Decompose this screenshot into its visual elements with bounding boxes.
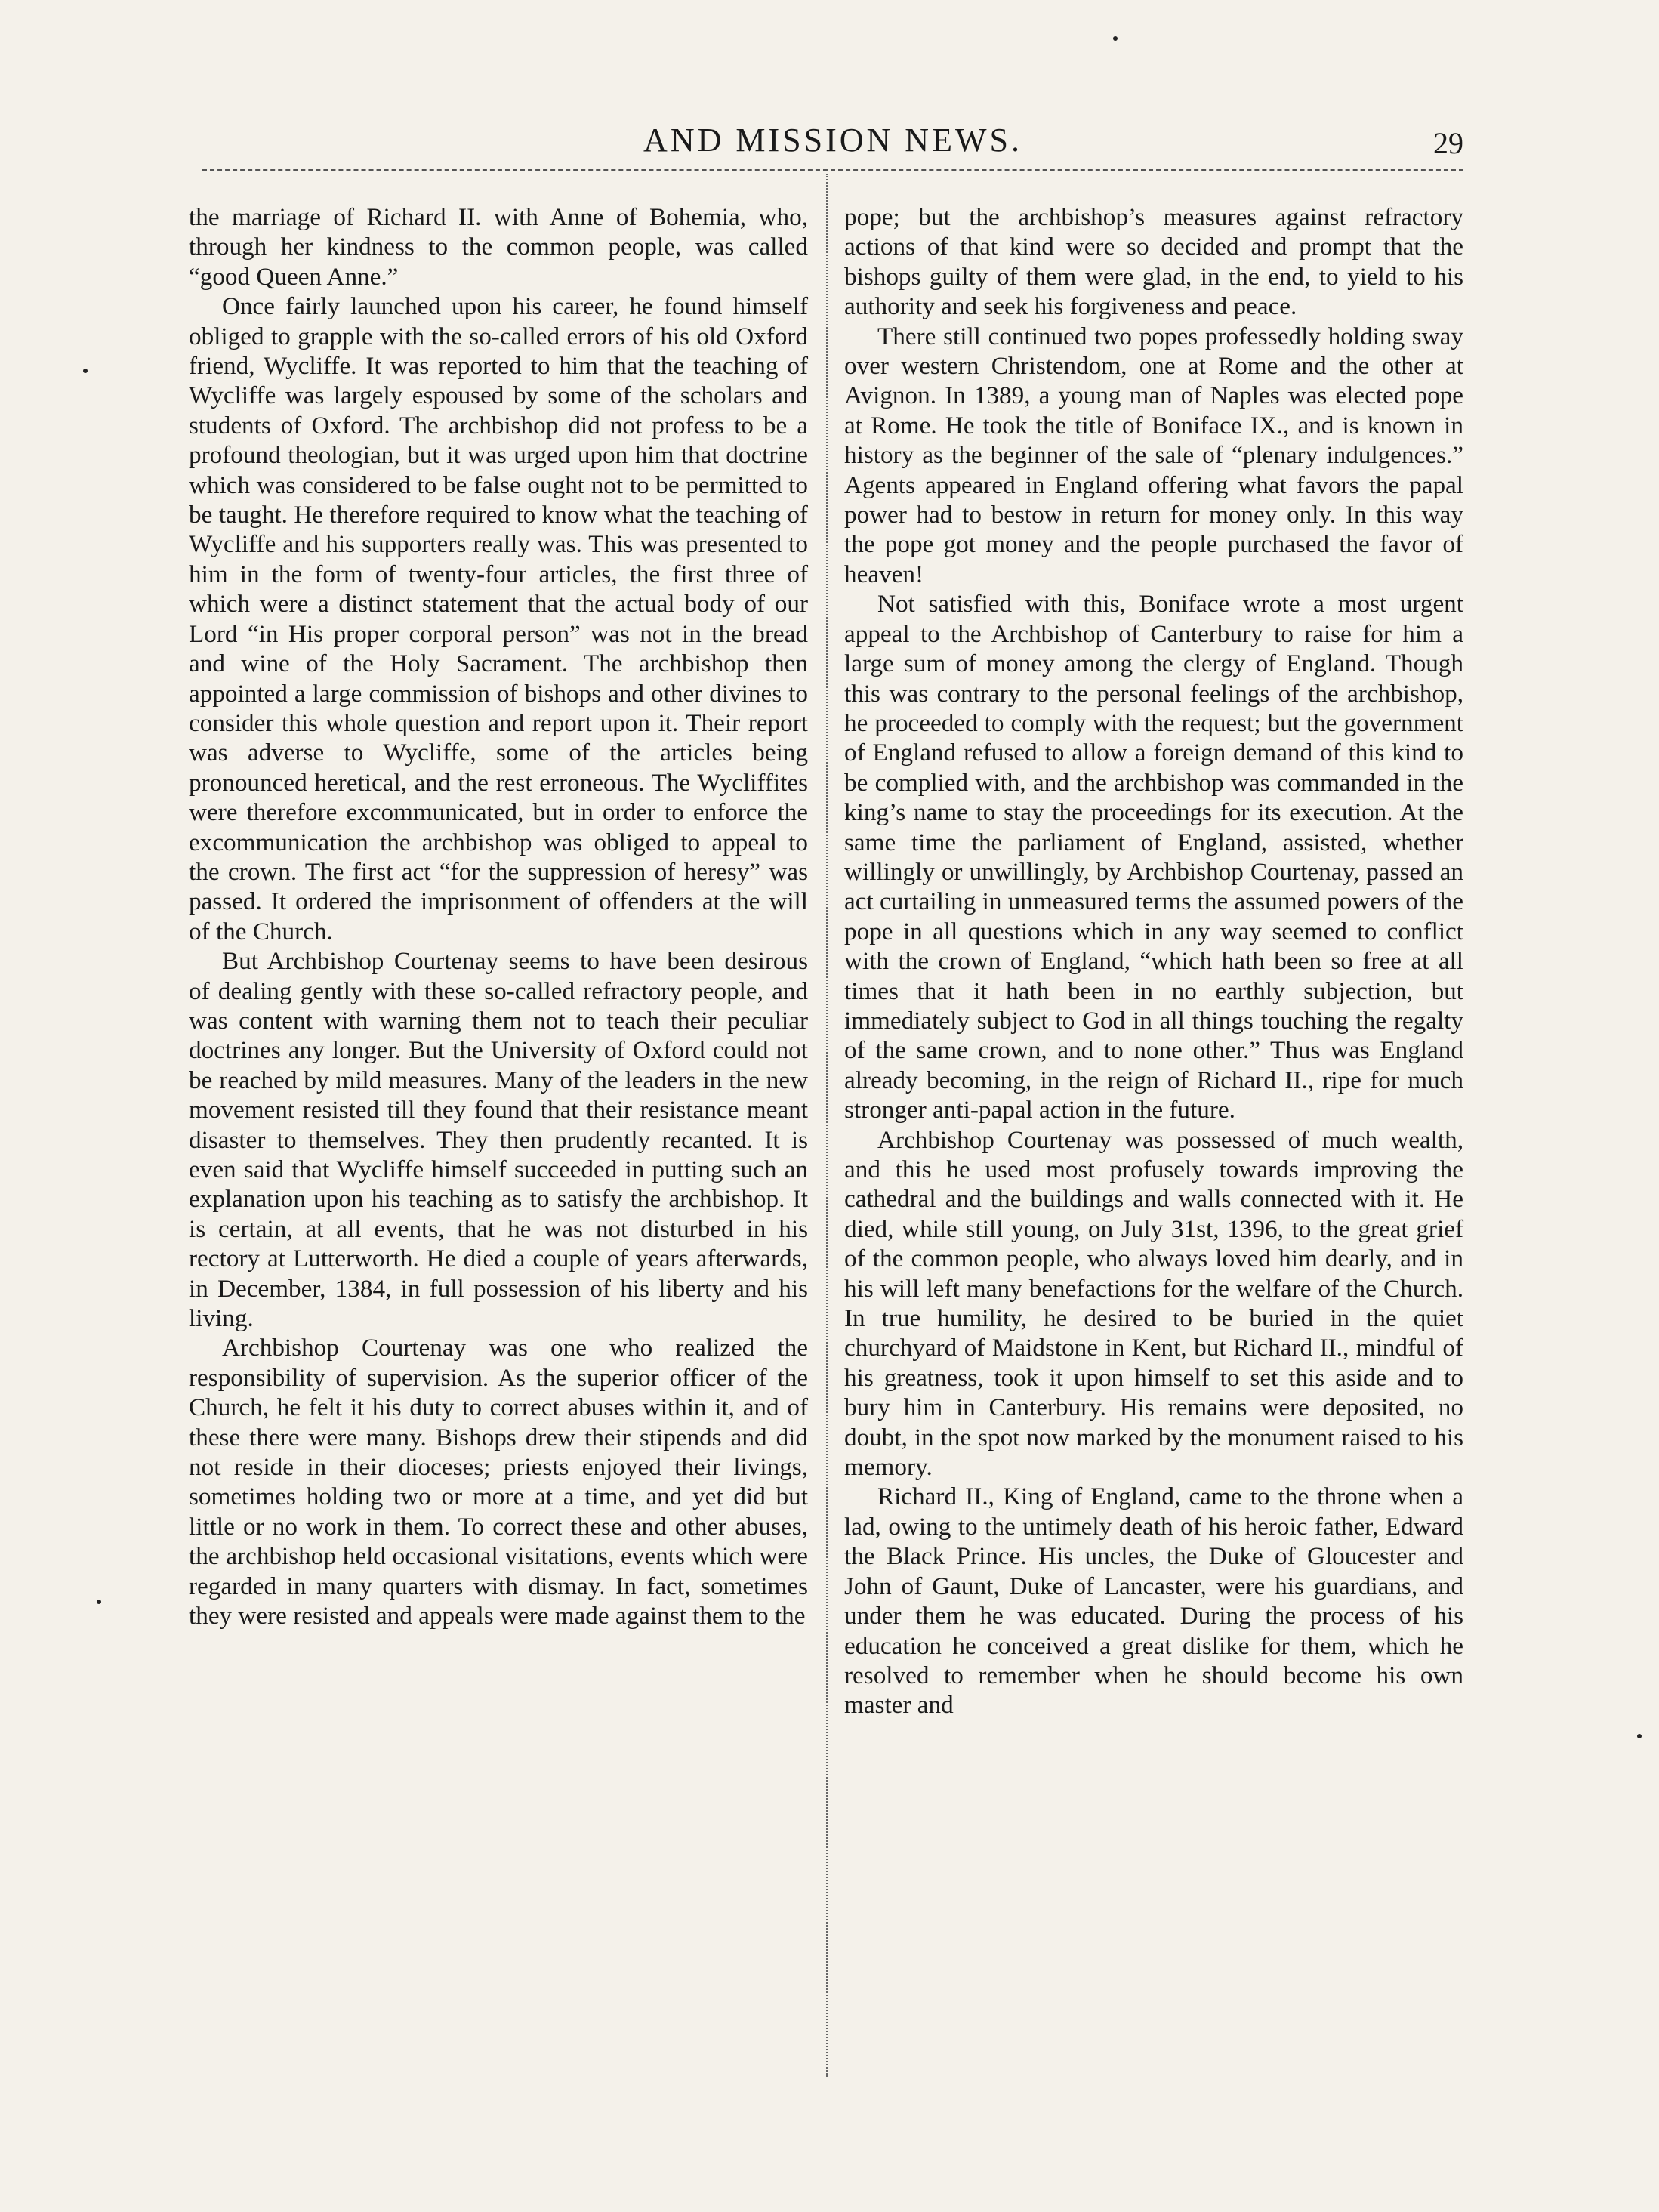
paragraph: Archbishop Courtenay was one who realized the responsibility of supervision. As the superior officer of the Church, he felt it his duty to correct abuses within it, and of these there were many. Bishops drew their stipends and did not reside in their dioceses; priests enjoyed their livings, sometimes holding two or more at a time, and yet did but little or no work in them. To correct these and other abuses, the archbishop held occasional visitations, events which were regarded in many quarters with dismay. In fact, sometimes they were resisted and appeals were made against them to the bbox=[189, 1334, 808, 1630]
right-column bbox=[844, 202, 1463, 2068]
running-head: AND MISSION NEWS. bbox=[643, 122, 1022, 159]
page-header bbox=[202, 121, 1463, 181]
paragraph: But Archbishop Courtenay seems to have been desirous of dealing gently with these so-called refractory people, and was content with warning them not to teach their peculiar doctrines any longer. But the University of Oxford could not be reached by mild measures. Many of the leaders in the new movement resisted till they found that their resistance meant disaster to themselves. They then prudently recanted. It is even said that Wycliffe himself succeeded in putting such an explanation upon his teaching as to satisfy the archbishop. It is certain, at all events, that he was not disturbed in his rectory at Lutterworth. He died a couple of years afterwards, in December, 1384, in full possession of his liberty and his living. bbox=[189, 947, 808, 1333]
page-number: 29 bbox=[1433, 126, 1463, 160]
paragraph: Archbishop Courtenay was possessed of much wealth, and this he used most profusely towards improving the cathedral and the buildings and walls connected with it. He died, while still young, on July 31st, 1396, to the great grief of the common people, who always loved him dearly, and in his will left many benefactions for the welfare of the Church. In true humility, he desired to be buried in the quiet churchyard of Maidstone in Kent, but Richard II., mindful of his greatness, took it upon himself to set this aside and to bury him in Canterbury. His remains were deposited, no doubt, in the spot now marked by the monument raised to his memory. bbox=[844, 1125, 1463, 1482]
print-speck bbox=[97, 1600, 101, 1604]
paragraph: There still continued two popes professedly holding sway over western Christendom, one at Rome and the other at Avignon. In 1389, a young man of Naples was elected pope at Rome. He took the title of Boniface IX., and is known in history as the beginner of the sale of “plenary indulgences.” Agents appeared in England offering what favors the papal power had to bestow in return for money only. In this way the pope got money and the people purchased the favor of heaven! bbox=[844, 322, 1463, 588]
left-column bbox=[189, 202, 808, 2068]
paragraph: Richard II., King of England, came to the throne when a lad, owing to the untimely death of his heroic father, Edward the Black Prince. His uncles, the Duke of Gloucester and John of Gaunt, Duke of Lancaster, were his guardians, and under them he was educated. During the process of his education he conceived a great dislike for them, which he resolved to remember when he should become his own master and bbox=[844, 1482, 1463, 1720]
paragraph: Not satisfied with this, Boniface wrote a most urgent appeal to the Archbishop of Canterbury to raise for him a large sum of money among the clergy of England. Though this was contrary to the personal feelings of the archbishop, he proceeded to comply with the request; but the government of England refused to allow a foreign demand of this kind to be complied with, and the archbishop was commanded in the king’s name to stay the proceedings for its execution. At the same time the parliament of England, assisted, whether willingly or unwillingly, by Archbishop Courtenay, passed an act curtailing in unmeasured terms the assumed powers of the pope in all questions which in any way seemed to conflict with the crown of England, “which hath been so free at all times that it hath been in no earthly subjection, but immediately subject to God in all things touching the regalty of the same crown, and to none other.” Thus was England already becoming, in the reign of Richard II., ripe for much stronger anti-papal action in the future. bbox=[844, 590, 1463, 1125]
print-speck bbox=[1637, 1734, 1642, 1738]
print-speck bbox=[1113, 36, 1118, 41]
column-rule bbox=[826, 174, 828, 2077]
paragraph: Once fairly launched upon his career, he found himself obliged to grapple with the so-called errors of his old Oxford friend, Wycliffe. It was reported to him that the teaching of Wycliffe was largely espoused by some of the scholars and students of Oxford. The archbishop did not profess to be a profound theologian, but it was urged upon him that doctrine which was considered to be false ought not to be permitted to be taught. He therefore required to know what the teaching of Wycliffe and his supporters really was. This was presented to him in the form of twenty-four articles, the first three of which were a distinct statement that the actual body of our Lord “in His proper corporal person” was not in the bread and wine of the Holy Sacrament. The archbishop then appointed a large commission of bishops and other divines to consider this whole question and report upon it. Their report was adverse to Wycliffe, some of the articles being pronounced heretical, and the rest erroneous. The Wycliffites were therefore excommunicated, but in order to enforce the excommunication the archbishop was obliged to appeal to the crown. The first act “for the suppression of heresy” was passed. It ordered the imprisonment of offenders at the will of the Church. bbox=[189, 292, 808, 946]
header-rule bbox=[202, 169, 1463, 171]
paragraph: pope; but the archbishop’s measures against refractory actions of that kind were so decided and prompt that the bishops guilty of them were glad, in the end, to yield to his authority and seek his forgiveness and peace. bbox=[844, 203, 1463, 321]
print-speck bbox=[83, 369, 88, 373]
paragraph: the marriage of Richard II. with Anne of Bohemia, who, through her kindness to the common people, was called “good Queen Anne.” bbox=[189, 203, 808, 291]
